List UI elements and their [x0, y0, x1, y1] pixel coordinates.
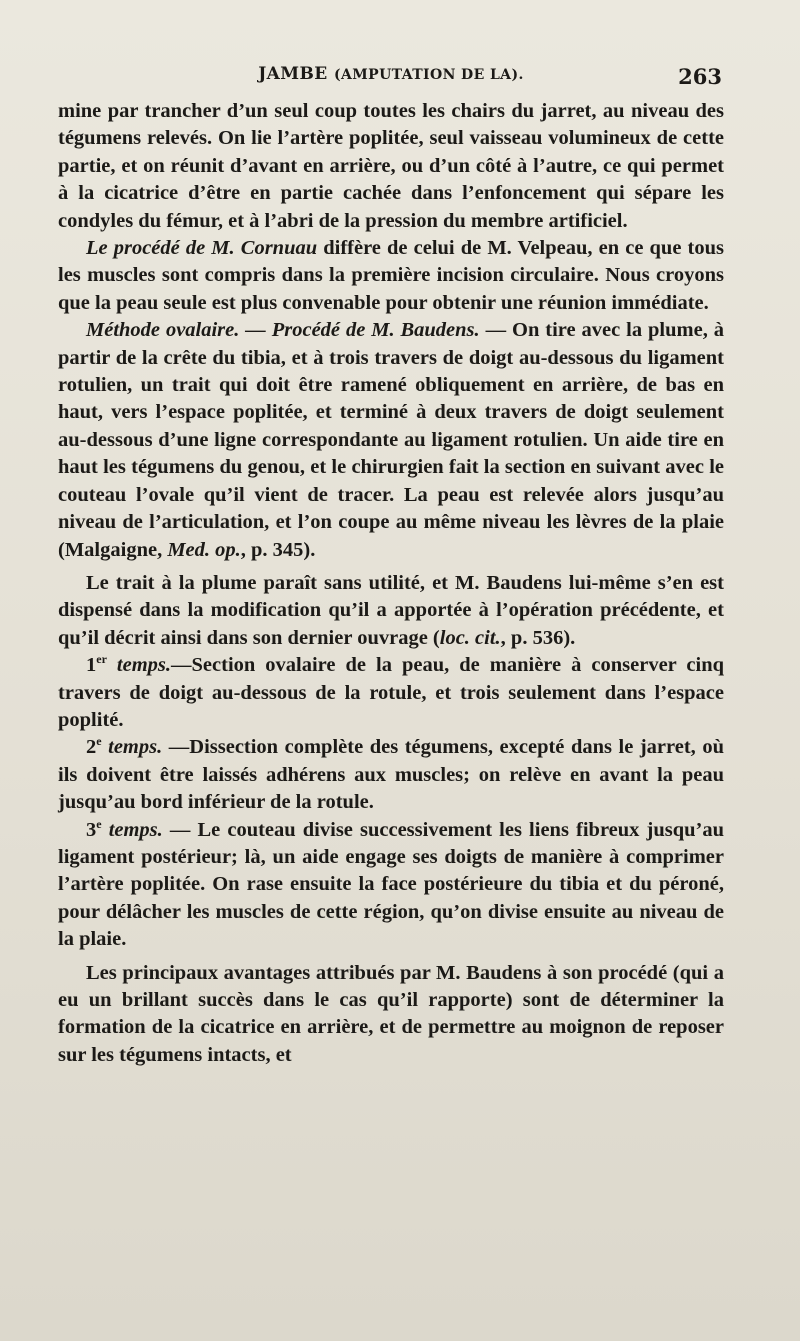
paragraph-4-citation: loc. cit.	[439, 626, 501, 649]
page-body	[58, 98, 724, 1069]
step-3-text: — Le couteau divise successivement les liens fibreux jusqu’au ligament postérieur; là, un aide engage ses doigts de manière à comprimer l’artère poplitée. On rase ensuite la face postérieure du tibia et du péroné, pour délâcher les muscles de cette région, qu’on divise ensuite au niveau de la plaie.	[58, 818, 725, 951]
paragraph-4-text-a: Le trait à la plume paraît sans utilité, et M. Baudens lui-même s’en est dispensé dans la modification qu’il a apportée à l’opération précédente, et qu’il décrit ainsi dans son dernier ouvrage (	[58, 571, 724, 649]
step-2-ordinal: e	[96, 734, 102, 749]
paragraph-1-text: mine par trancher d’un seul coup toutes les chairs du jarret, au niveau des tégumens relevés. On lie l’artère poplitée, seul vaisseau volumineux de cette partie, et on réunit d’avant en arrière, ou d’un côté à l’autre, ce qui permet à la cicatrice d’être en partie cachée dans l’enfoncement qui sépare les condyles du fémur, et à l’abri de la pression du membre artificiel.	[58, 100, 724, 232]
step-3-ordinal: e	[96, 816, 102, 831]
paragraph-3-citation: Med. op.	[167, 538, 241, 561]
step-1-number: 1	[86, 654, 97, 677]
step-3-number: 3	[86, 818, 97, 841]
paragraph-3-lead: Méthode ovalaire. — Procédé de M. Baudens.	[86, 319, 480, 342]
paragraph-2-lead: Le procédé de M. Cornuau	[86, 237, 318, 260]
paragraph-3-text-b: , p. 345).	[240, 538, 316, 561]
step-2-text: —Dissection complète des tégumens, excepté dans le jarret, où ils doivent être laissés adhérens aux muscles; on relève en avant la peau jusqu’au bord inférieur de la rotule.	[58, 736, 724, 814]
paragraph-continuation	[58, 98, 724, 235]
page-header	[60, 64, 722, 94]
paragraph-5-text: Les principaux avantages attribués par M. Baudens à son procédé (qui a eu un brillant succès dans le cas qu’il rapporte) sont de déterminer la formation de la cicatrice en arrière, et de permettre au moignon de reposer sur les tégumens intacts, et	[58, 961, 724, 1066]
paragraph-4-text-b: , p. 536).	[500, 626, 576, 649]
paragraph-3-text-a: — On tire avec la plume, à partir de la crête du tibia, et à trois travers de doigt au-dessous du ligament rotulien, un trait qui doit être ramené obliquement en arrière, de bas en haut, vers l’espace poplitée, et terminé à deux travers de doigt seulement au-dessous d’une ligne correspondante au ligament rotulien. Un aide tire en haut les tégumens du genou, et le chirurgien fait la section en suivant avec le couteau l’ovale qu’il vient de tracer. La peau est relevée alors jusqu’au niveau de l’articulation, et l’on coupe au même niveau les lèvres de la plaie (Malgaigne,	[58, 319, 725, 561]
paragraph-cornuau	[58, 235, 724, 317]
step-3	[58, 817, 724, 954]
step-3-label: temps.	[108, 818, 163, 841]
running-title-sub: (AMPUTATION DE LA).	[333, 67, 524, 83]
paragraph-2-text: diffère de celui de M. Velpeau, en ce que tous les muscles sont compris dans la première incision circulaire. Nous croyons que la peau seule est plus convenable pour obtenir une réunion immédiate.	[58, 237, 724, 314]
step-1-ordinal: er	[96, 652, 107, 667]
step-2	[58, 734, 724, 816]
step-1-text: —Section ovalaire de la peau, de manière à conserver cinq travers de doigt au-dessous de la rotule, et trois seulement dans l’espace poplité.	[58, 654, 724, 731]
step-2-number: 2	[86, 736, 97, 759]
paragraph-advantages	[58, 960, 724, 1070]
step-1	[58, 652, 724, 734]
step-2-label: temps.	[108, 736, 163, 759]
page-number: 263	[678, 64, 722, 89]
running-title	[60, 64, 722, 84]
step-1-label: temps.	[116, 654, 172, 677]
paragraph-trait	[58, 570, 724, 652]
paragraph-baudens-method	[58, 317, 724, 564]
running-title-main: JAMBE	[258, 64, 328, 84]
